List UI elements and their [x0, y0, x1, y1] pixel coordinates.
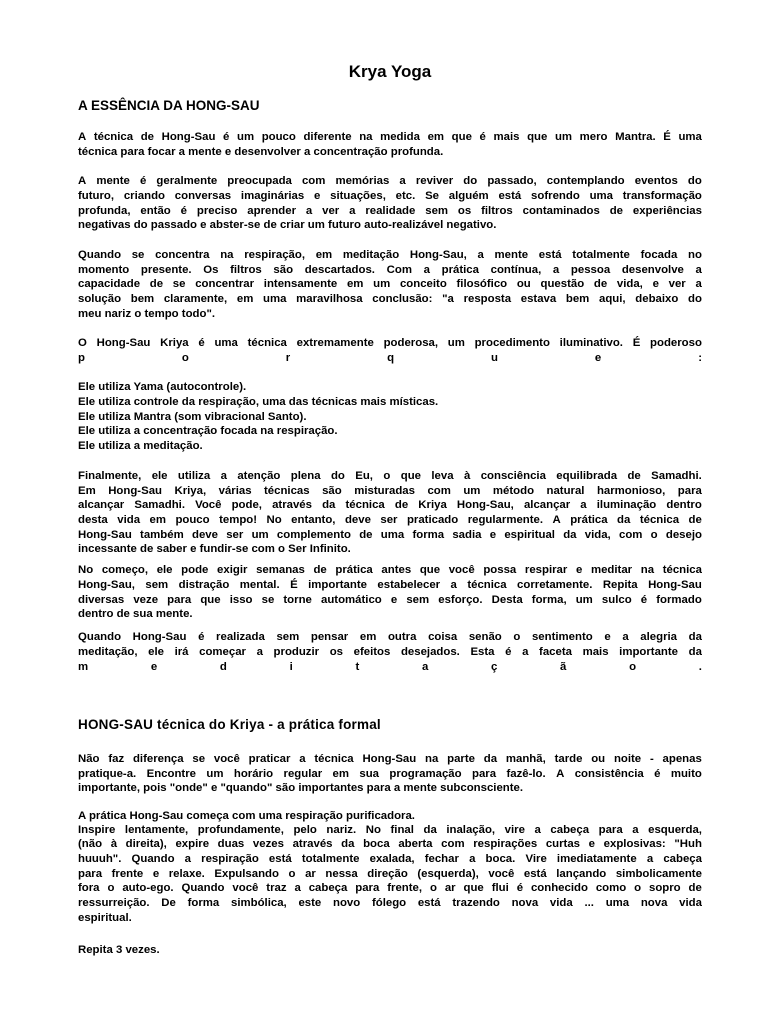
text-line: No começo, ele pode exigir semanas de prática antes que você possa respirar e meditar na técnica: [78, 564, 702, 576]
text-line: Ele utiliza Yama (autocontrole).: [78, 381, 247, 393]
section-heading-pratica-formal: HONG-SAU técnica do Kriya - a prática formal: [78, 717, 381, 732]
text-line: p o r q u e :: [78, 352, 702, 364]
text-line: Repita 3 vezes.: [78, 944, 160, 956]
text-line: diversas veze para que isso se torne automático e sem esforço. Desta forma, um sulco é formado: [78, 594, 702, 606]
text-line: pratique-a. Encontre um horário regular em sua programação para fazê-lo. A consistência é muito: [78, 768, 702, 780]
text-line: meu nariz o tempo todo".: [78, 308, 216, 320]
document-title: Krya Yoga: [348, 62, 432, 81]
text-line: importante, pois "onde" e "quando" são importantes para a mente subconsciente.: [78, 782, 524, 794]
text-line: meditação, ele irá começar a produzir os efeitos desejados. Esta é a faceta mais importante da: [78, 646, 702, 658]
text-line: futuro, criando conversas imaginárias e situações, etc. Se alguém está sofrendo uma transformação: [78, 190, 702, 202]
text-line: huuuh". Quando a respiração está totalmente exalada, fechar a boca. Vire imediatamente a cabeça: [78, 853, 702, 865]
text-line: Não faz diferença se você praticar a técnica Hong-Sau na parte da manhã, tarde ou noite - apenas: [78, 753, 702, 765]
text-line: Hong-Sau também deve ser um complemento de uma forma sadia e espiritual da vida, com o desejo: [78, 529, 702, 541]
text-line: O Hong-Sau Kriya é uma técnica extremamente poderosa, um procedimento iluminativo. É poderoso: [78, 337, 702, 349]
text-line: Quando Hong-Sau é realizada sem pensar em outra coisa senão o sentimento e a alegria da: [78, 631, 702, 643]
text-line: Em Hong-Sau Kriya, várias técnicas são misturadas com um método natural harmonioso, para: [78, 485, 702, 497]
text-line: capacidade de se concentrar intensamente em um conceito filosófico ou questão de vida, e ver a: [78, 278, 702, 290]
text-line: alcançar Samadhi. Você pode, através da técnica de Kriya Hong-Sau, alcançar a iluminação dentro: [78, 499, 702, 511]
text-line: A prática Hong-Sau começa com uma respiração purificadora.: [78, 810, 415, 822]
text-line: A técnica de Hong-Sau é um pouco diferente na medida em que é mais que um mero Mantra. É uma: [78, 131, 702, 143]
text-line: A mente é geralmente preocupada com memórias a reviver do passado, contemplando eventos do: [78, 175, 702, 187]
text-line: técnica para focar a mente e desenvolver a concentração profunda.: [78, 146, 444, 158]
text-line: dentro de sua mente.: [78, 608, 193, 620]
text-line: desta vida em pouco tempo! No entanto, deve ser praticado regularmente. A prática da técnica de: [78, 514, 702, 526]
text-line: m e d i t a ç ã o .: [78, 661, 702, 673]
section-heading-essencia: A ESSÊNCIA DA HONG-SAU: [78, 98, 260, 113]
text-line: negativas do passado e abster-se de criar um futuro auto-realizável negativo.: [78, 219, 497, 231]
text-line: momento presente. Os filtros são descartados. Com a prática contínua, a pessoa desenvolve a: [78, 264, 702, 276]
text-line: Inspire lentamente, profundamente, pelo nariz. No final da inalação, vire a cabeça para a esquerda,: [78, 824, 702, 836]
text-line: Finalmente, ele utiliza a atenção plena do Eu, o que leva à consciência equilibrada de Samadhi.: [78, 470, 702, 482]
text-line: Ele utiliza Mantra (som vibracional Santo).: [78, 411, 307, 423]
text-line: Hong-Sau, sem distração mental. É importante estabelecer a técnica corretamente. Repita Hong-Sau: [78, 579, 702, 591]
text-line: fora o auto-ego. Quando você traz a cabeça para frente, o ar que flui é conhecido como o sopro de: [78, 882, 702, 894]
text-line: para frente e relaxe. Expulsando o ar nessa direção (esquerda), você está lançando simbolicamente: [78, 868, 702, 880]
text-line: solução bem claramente, em uma maravilhosa conclusão: "a resposta estava bem aqui, debaixo do: [78, 293, 702, 305]
text-line: incessante de saber e fundir-se com o Ser Infinito.: [78, 543, 351, 555]
text-line: espiritual.: [78, 912, 132, 924]
text-line: Quando se concentra na respiração, em meditação Hong-Sau, a mente está totalmente focada no: [78, 249, 702, 261]
text-line: Ele utiliza a concentração focada na respiração.: [78, 425, 338, 437]
text-line: ressurreição. De forma simbólica, este novo fólego está trazendo nova vida ... uma nova vida: [78, 897, 702, 909]
text-line: Ele utiliza controle da respiração, uma das técnicas mais místicas.: [78, 396, 439, 408]
text-line: Ele utiliza a meditação.: [78, 440, 203, 452]
text-line: (não à direita), expire duas vezes através da boca aberta com respirações curtas e explosivas: "Huh: [78, 838, 702, 850]
text-line: profunda, então é preciso aprender a ver a realidade sem os filtros contaminados de experiências: [78, 205, 702, 217]
